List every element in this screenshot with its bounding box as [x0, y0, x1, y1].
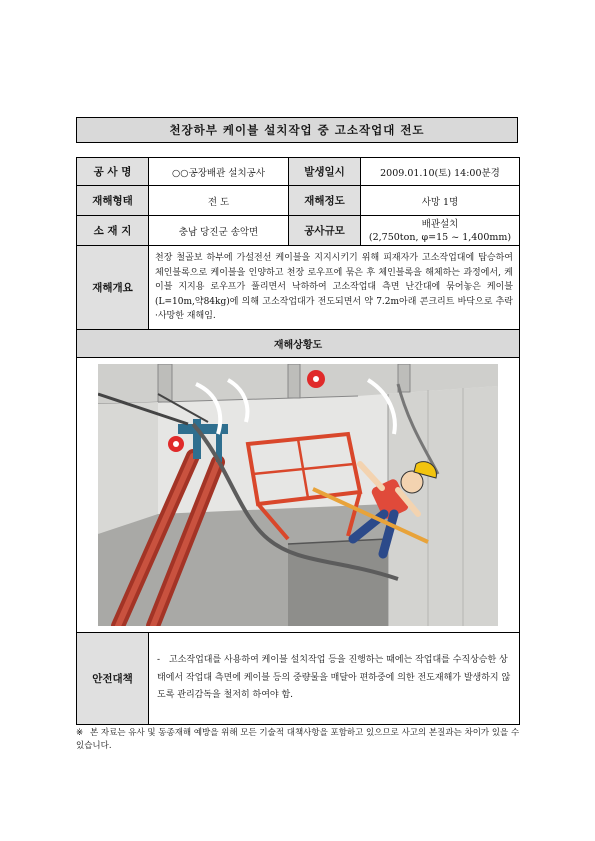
situation-label: 재해상황도	[77, 330, 520, 358]
project-name-label: 공 사 명	[77, 158, 149, 186]
location-label: 소 재 지	[77, 216, 149, 246]
scale-value	[361, 216, 520, 246]
scale-label: 공사규모	[289, 216, 361, 246]
row-location	[77, 216, 520, 246]
footnote-text: 본 자료는 유사 및 동종재해 예방을 위해 모든 기술적 대책사항을 포함하고 있으므로 사고의 본질과는 차이가 있을 수 있습니다.	[76, 728, 520, 751]
type-label: 재해형태	[77, 186, 149, 216]
safety-text-cell	[149, 633, 520, 725]
footnote	[76, 727, 521, 753]
scale-line2: (2,750ton, φ=15 ~ 1,400mm)	[368, 231, 512, 243]
document-title: 천장하부 케이블 설치작업 중 고소작업대 전도	[169, 123, 425, 137]
document-title-box	[76, 117, 518, 143]
row-type	[77, 186, 520, 216]
type-value: 전 도	[149, 186, 289, 216]
row-safety	[77, 633, 520, 725]
safety-bullet: -	[157, 655, 161, 666]
row-situation-head	[77, 330, 520, 358]
safety-text: 고소작업대를 사용하여 케이블 설치작업 등을 진행하는 때에는 작업대를 수직상승한 상태에서 작업대 측면에 케이블 등의 중량물을 매달아 편하중에 의한 전도재해가 발생하지 않도록 관리감독을 철저히 하여야 함.	[157, 655, 511, 701]
incident-illustration	[98, 364, 498, 626]
date-label: 발생일시	[289, 158, 361, 186]
severity-label: 재해정도	[289, 186, 361, 216]
location-value: 충남 당진군 송악면	[149, 216, 289, 246]
scale-line1: 배관설치	[421, 218, 459, 230]
safety-label: 안전대책	[77, 633, 149, 725]
project-name-value: ○○공장배관 설치공사	[149, 158, 289, 186]
row-overview	[77, 246, 520, 330]
date-value: 2009.01.10(토) 14:00분경	[361, 158, 520, 186]
illustration-cell	[77, 358, 520, 633]
overview-label: 재해개요	[77, 246, 149, 330]
severity-value: 사망 1명	[361, 186, 520, 216]
row-project	[77, 158, 520, 186]
footnote-mark: ※	[76, 728, 84, 738]
incident-info-table	[76, 157, 520, 725]
row-illustration	[77, 358, 520, 633]
overview-text: 천장 철골보 하부에 가설전선 케이블을 지지시키기 위해 피재자가 고소작업대에 탑승하여 체인블록으로 케이블을 인양하고 천장 로우프에 묶은 후 체인블록을 해체하는 과정에서, 케이블 지지용 로우프가 풀리면서 낙하하여 고소작업대 측면 난간대에 묶어놓은 케이블(L=10m,약84kg)에 의해 고소작업대가 전도되면서 약 7.2m아래 콘크리트 바닥으로 추락·사망한 재해임.	[149, 246, 520, 330]
